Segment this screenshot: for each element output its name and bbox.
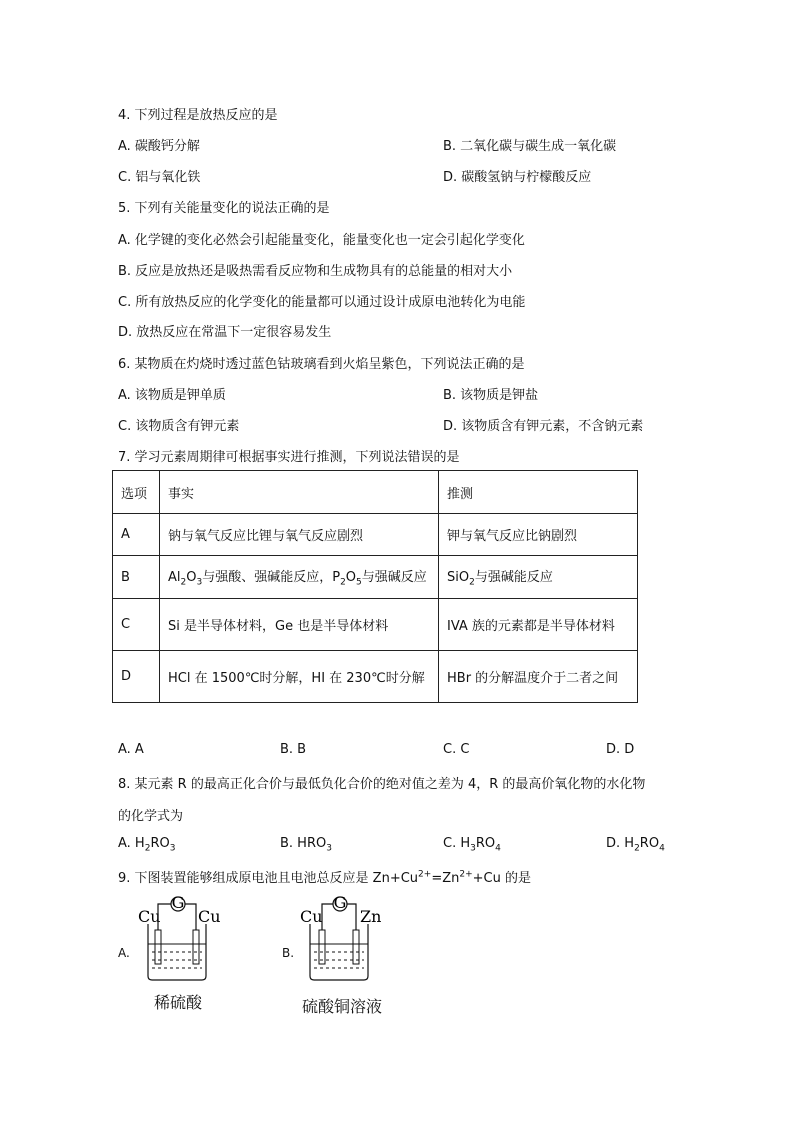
q7-table [112, 470, 638, 703]
row-b-guess: SiO$_2$与强碱能反应 [439, 556, 638, 599]
header-fact: 事实 [160, 471, 439, 514]
q8-option-c: C. $H_3RO_4$ [443, 836, 501, 854]
q6-stem: 6. 某物质在灼烧时透过蓝色钴玻璃看到火焰呈紫色，下列说法正确的是 [118, 357, 525, 372]
row-a-fact: 钠与氧气反应比锂与氧气反应剧烈 [160, 514, 439, 556]
q8-stem-continued: 的化学式为 [118, 809, 184, 824]
header-guess: 推测 [439, 471, 638, 514]
fig-b-label: B. [282, 946, 295, 960]
q6-option-a: A. 该物质是钾单质 [118, 388, 226, 403]
row-b-fact: $Al_2O_3$与强酸、强碱能反应，$P_2O_5$与强碱反应 [160, 556, 439, 599]
q7-option-a: A. A [118, 742, 144, 757]
table-row [113, 651, 638, 703]
q7-option-b: B. B [280, 742, 307, 757]
q5-stem: 5. 下列有关能量变化的说法正确的是 [118, 201, 330, 216]
q4-stem: 4. 下列过程是放热反应的是 [118, 108, 278, 123]
q5-option-a: A. 化学键的变化必然会引起能量变化，能量变化也一定会引起化学变化 [118, 233, 525, 248]
q9-stem: 9. 下图装置能够组成原电池且电池总反应是 $Zn+Cu^{2+}=Zn^{2+}+Cu$ 的是 [118, 869, 531, 886]
q5-option-c: C. 所有放热反应的化学变化的能量都可以通过设计成原电池转化为电能 [118, 295, 526, 310]
table-row [113, 514, 638, 556]
table-row [113, 556, 638, 599]
q5-option-b: B. 反应是放热还是吸热需看反应物和生成物具有的总能量的相对大小 [118, 264, 513, 279]
fig-a-left-electrode: Cu [138, 907, 161, 926]
q7-stem: 7. 学习元素周期律可根据事实进行推测，下列说法错误的是 [118, 450, 460, 465]
q8-option-a: A. $H_2RO_3$ [118, 836, 176, 854]
galvanic-cell-b-diagram [298, 892, 390, 984]
q6-option-c: C. 该物质含有钾元素 [118, 419, 240, 434]
galvanic-cell-a-diagram [136, 892, 226, 984]
fig-b-meter: G [333, 893, 347, 912]
row-c-guess: IVA 族的元素都是半导体材料 [439, 599, 638, 651]
q4-option-a: A. 碳酸钙分解 [118, 139, 200, 154]
fig-a-meter: G [171, 893, 185, 912]
table-header-row [113, 471, 638, 514]
table-row [113, 599, 638, 651]
row-c-option: C [113, 599, 160, 651]
q6-option-d: D. 该物质含有钾元素，不含钠元素 [443, 419, 644, 434]
row-c-fact: Si 是半导体材料，Ge 也是半导体材料 [160, 599, 439, 651]
q7-option-c: C. C [443, 742, 470, 757]
row-d-fact: HCl 在 1500℃时分解，HI 在 230℃时分解 [160, 651, 439, 703]
row-a-guess: 钾与氧气反应比钠剧烈 [439, 514, 638, 556]
q4-option-b: B. 二氧化碳与碳生成一氧化碳 [443, 139, 617, 154]
fig-a-label: A. [118, 946, 130, 960]
row-a-option: A [113, 514, 160, 556]
q8-option-d: D. $H_2RO_4$ [606, 836, 665, 854]
fig-a-right-electrode: Cu [198, 907, 221, 926]
row-b-option: B [113, 556, 160, 599]
fig-b-left-electrode: Cu [300, 907, 323, 926]
fig-a-solution: 稀硫酸 [154, 993, 203, 1012]
q7-option-d: D. D [606, 742, 635, 757]
q5-option-d: D. 放热反应在常温下一定很容易发生 [118, 325, 332, 340]
q8-option-b: B. $HRO_3$ [280, 836, 332, 854]
fig-b-solution: 硫酸铜溶液 [302, 997, 383, 1016]
q8-stem: 8. 某元素 R 的最高正化合价与最低负化合价的绝对值之差为 4，R 的最高价氧化物的水化物 [118, 777, 646, 792]
q6-option-b: B. 该物质是钾盐 [443, 388, 539, 403]
row-d-option: D [113, 651, 160, 703]
header-option: 选项 [113, 471, 160, 514]
q4-option-c: C. 铝与氧化铁 [118, 170, 201, 185]
row-d-guess: HBr 的分解温度介于二者之间 [439, 651, 638, 703]
fig-b-right-electrode: Zn [360, 907, 382, 926]
q4-option-d: D. 碳酸氢钠与柠檬酸反应 [443, 170, 592, 185]
